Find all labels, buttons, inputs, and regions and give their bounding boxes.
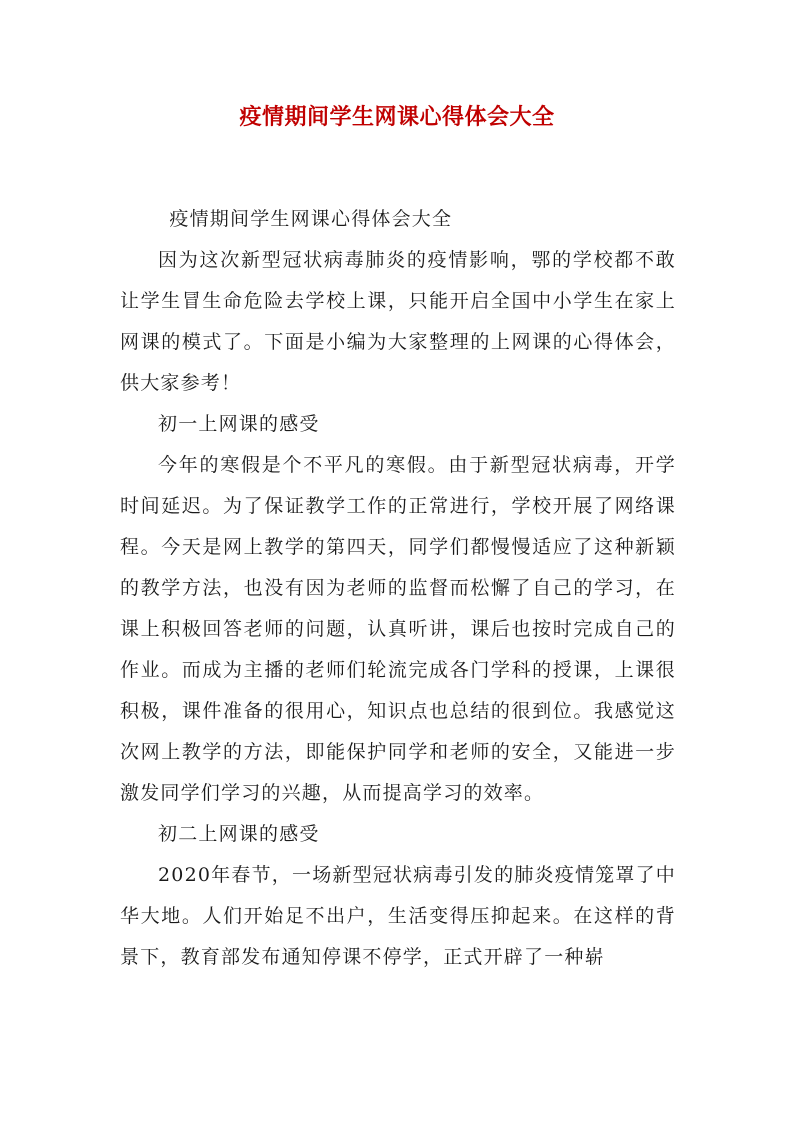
document-title: 疫情期间学生网课心得体会大全	[239, 104, 555, 130]
section-heading-grade-two: 初二上网课的感受	[158, 823, 320, 845]
grade-one-paragraph: 今年的寒假是个不平凡的寒假。由于新型冠状病毒，开学时间延迟。为了保证教学工作的正常进行，学校开展了网络课程。今天是网上教学的第四天，同学们都慢慢适应了这种新颖的教学方法，也没有因为老师的监督而松懈了自己的学习，在课上积极回答老师的问题，认真听讲，课后也按时完成自己的作业。而成为主播的老师们轮流完成各门学科的授课，上课很积极，课件准备的很用心，知识点也总结的很到位。我感觉这次网上教学的方法，即能保护同学和老师的安全，又能进一步激发同学们学习的兴趣，从而提高学习的效率。	[120, 454, 676, 804]
grade-two-paragraph: 2020年春节，一场新型冠状病毒引发的肺炎疫情笼罩了中华大地。人们开始足不出户，生活变得压抑起来。在这样的背景下，教育部发布通知停课不停学，正式开辟了一种崭	[120, 864, 676, 968]
section-heading-grade-one: 初一上网课的感受	[158, 413, 320, 435]
document-body	[120, 199, 676, 978]
intro-heading: 疫情期间学生网课心得体会大全	[169, 208, 453, 230]
intro-paragraph: 因为这次新型冠状病毒肺炎的疫情影响，鄂的学校都不敢让学生冒生命危险去学校上课，只能开启全国中小学生在家上网课的模式了。下面是小编为大家整理的上网课的心得体会，供大家参考！	[120, 249, 676, 394]
